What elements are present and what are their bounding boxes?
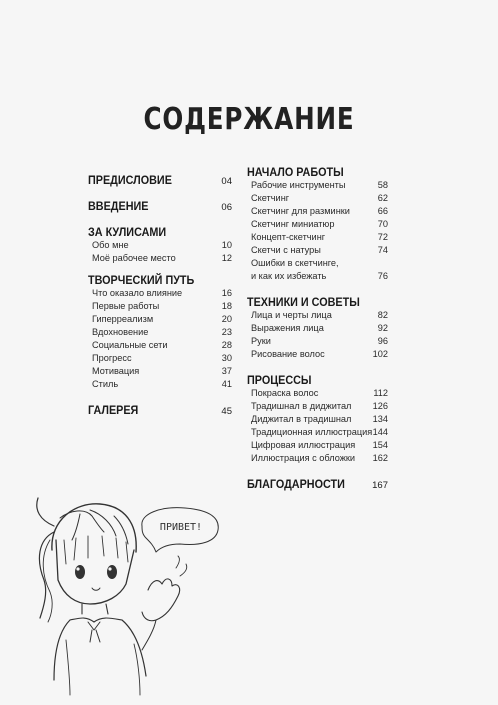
girl-sketch-icon bbox=[30, 480, 230, 700]
toc-section-backstage[interactable]: ЗА КУЛИСАМИ bbox=[88, 225, 167, 239]
toc-item[interactable]: Социальные сети 28 bbox=[92, 340, 232, 350]
toc-section-intro[interactable]: ВВЕДЕНИЕ 06 bbox=[88, 199, 232, 213]
toc-item-multiline[interactable]: Ошибки в скетчинге, и как их избежать 76 bbox=[251, 258, 388, 281]
toc-left-column bbox=[88, 173, 232, 417]
toc-item[interactable]: Рисование волос 102 bbox=[251, 349, 388, 359]
toc-item-line: Ошибки в скетчинге, bbox=[251, 258, 339, 268]
toc-item[interactable]: Обо мне 10 bbox=[92, 240, 232, 250]
toc-item[interactable]: Скетчинг для разминки 66 bbox=[251, 206, 388, 216]
toc-section-tips[interactable]: ТЕХНИКИ И СОВЕТЫ bbox=[247, 295, 360, 309]
toc-section-creative-path[interactable]: ТВОРЧЕСКИЙ ПУТЬ bbox=[88, 273, 195, 287]
speech-bubble-text: ПРИВЕТ! bbox=[159, 522, 203, 533]
toc-item[interactable]: Моё рабочее место 12 bbox=[92, 253, 232, 263]
toc-item[interactable]: Концепт-скетчинг 72 bbox=[251, 232, 388, 242]
page-title: СОДЕРЖАНИЕ bbox=[143, 102, 355, 137]
toc-item[interactable]: Прогресс 30 bbox=[92, 353, 232, 363]
toc-item[interactable]: Мотивация 37 bbox=[92, 366, 232, 376]
toc-section-preface[interactable]: ПРЕДИСЛОВИЕ 04 bbox=[88, 173, 232, 187]
toc-item[interactable]: Руки 96 bbox=[251, 336, 388, 346]
toc-item[interactable]: Лица и черты лица 82 bbox=[251, 310, 388, 320]
toc-right-column bbox=[247, 165, 388, 491]
toc-item[interactable]: Вдохновение 23 bbox=[92, 327, 232, 337]
toc-item[interactable]: Первые работы 18 bbox=[92, 301, 232, 311]
toc-item[interactable]: Выражения лица 92 bbox=[251, 323, 388, 333]
toc-item[interactable]: Цифровая иллюстрация 154 bbox=[251, 440, 388, 450]
toc-item[interactable]: Что оказало влияние 16 bbox=[92, 288, 232, 298]
toc-section-processes[interactable]: ПРОЦЕССЫ bbox=[247, 373, 312, 387]
toc-item[interactable]: Скетчинг 62 bbox=[251, 193, 388, 203]
toc-item[interactable]: Иллюстрация с обложки 162 bbox=[251, 453, 388, 463]
toc-item[interactable]: Диджитал в традишнал 134 bbox=[251, 414, 388, 424]
toc-item[interactable]: Покраска волос 112 bbox=[251, 388, 388, 398]
toc-item[interactable]: Стиль 41 bbox=[92, 379, 232, 389]
toc-section-gallery[interactable]: ГАЛЕРЕЯ 45 bbox=[88, 403, 232, 417]
toc-item-line: и как их избежать bbox=[251, 271, 327, 281]
toc-item[interactable]: Рабочие инструменты 58 bbox=[251, 180, 388, 190]
toc-section-thanks[interactable]: БЛАГОДАРНОСТИ 167 bbox=[247, 477, 388, 491]
toc-item[interactable]: Традишнал в диджитал 126 bbox=[251, 401, 388, 411]
toc-item[interactable]: Скетчи с натуры 74 bbox=[251, 245, 388, 255]
toc-item[interactable]: Скетчинг миниатюр 70 bbox=[251, 219, 388, 229]
toc-section-start[interactable]: НАЧАЛО РАБОТЫ bbox=[247, 165, 344, 179]
toc-item[interactable]: Гиперреализм 20 bbox=[92, 314, 232, 324]
toc-item[interactable]: Традиционная иллюстрация 144 bbox=[251, 427, 388, 437]
